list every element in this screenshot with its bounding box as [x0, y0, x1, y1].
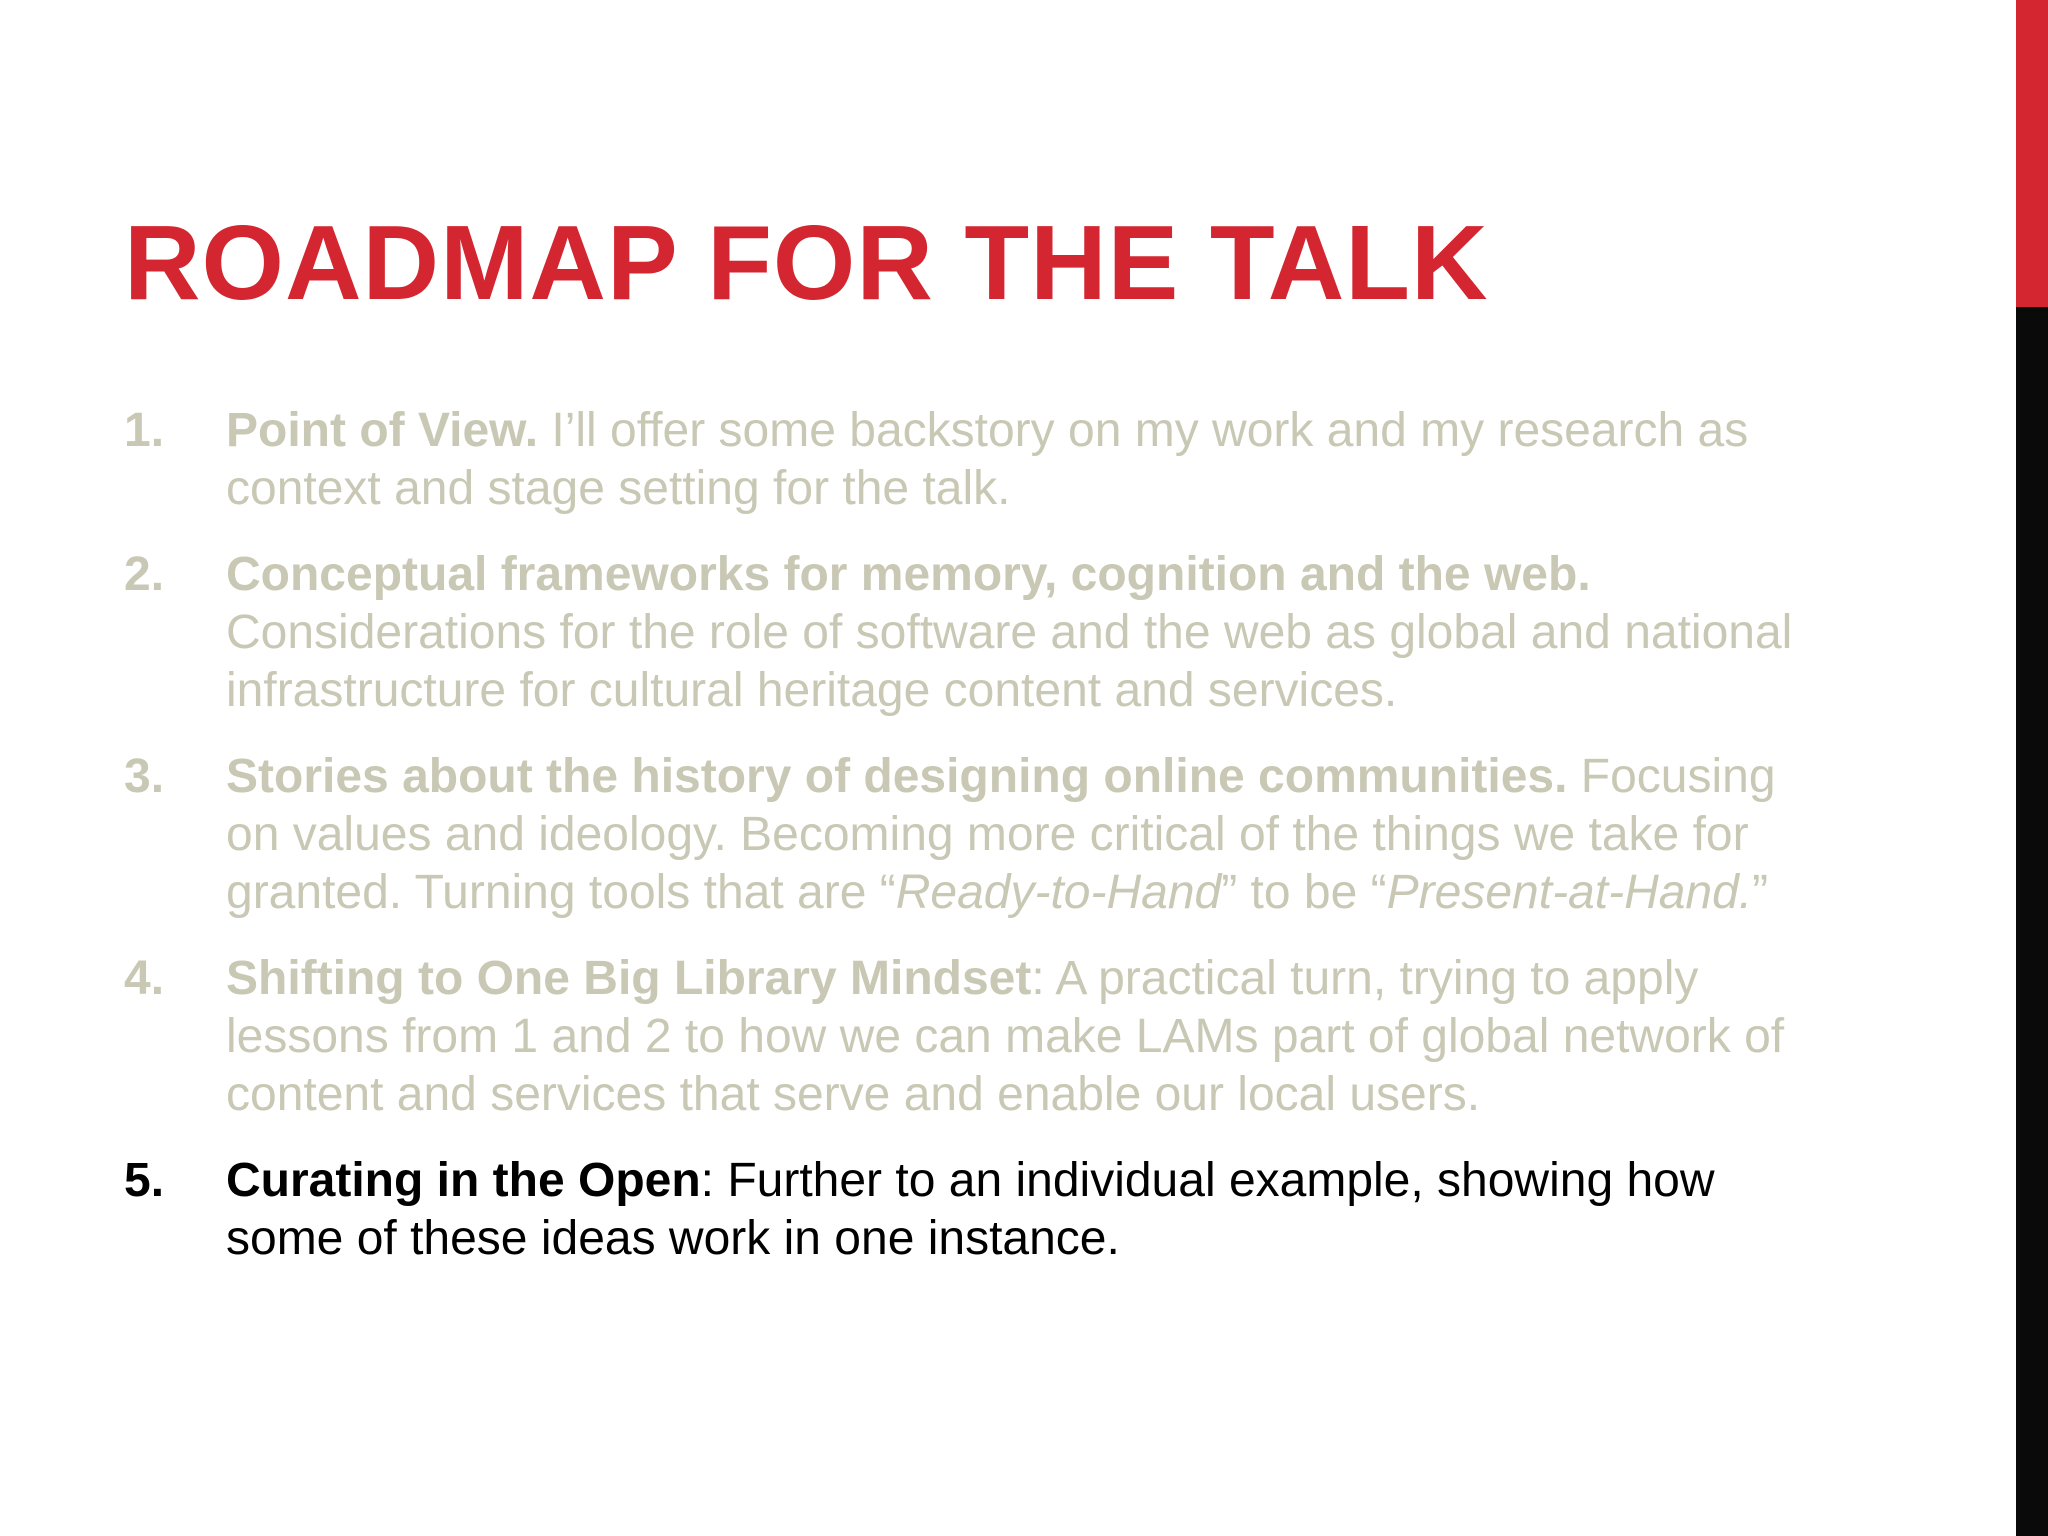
agenda-item-text-part: Ready-to-Hand: [895, 866, 1222, 919]
agenda-item-text-part: ” to be “: [1221, 866, 1387, 919]
agenda-item-text-part: : Further to an individual example, showing how some of these ideas work in one instance.: [226, 1154, 1715, 1265]
agenda-item-5: [124, 1152, 1804, 1268]
agenda-item-1: [124, 402, 1804, 518]
agenda-item-number: 2.: [124, 548, 165, 601]
agenda-item-text-part: Considerations for the role of software and the web as global and national infrastructure for cultural heritage content and services.: [226, 606, 1793, 717]
agenda-item-number: 1.: [124, 404, 165, 457]
agenda-item-number: 5.: [124, 1154, 165, 1207]
agenda-item-heading: Shifting to One Big Library Mindset: [226, 952, 1032, 1005]
agenda-item-text-part: Focusing on values and ideology. Becoming more critical of the things we take for granted. Turning tools that are “: [226, 750, 1776, 919]
agenda-item-heading: Point of View.: [226, 404, 539, 457]
agenda-item-body: [226, 748, 1804, 922]
agenda-item-body: [226, 546, 1804, 720]
agenda-item-4: [124, 950, 1804, 1124]
accent-bar-red: [2016, 0, 2048, 307]
agenda-item-body: [226, 950, 1804, 1124]
agenda-item-number: 4.: [124, 952, 165, 1005]
agenda-item-body: [226, 402, 1804, 518]
agenda-item-2: [124, 546, 1804, 720]
agenda-item-heading: Conceptual frameworks for memory, cognition and the web.: [226, 548, 1591, 601]
agenda-item-body: [226, 1152, 1804, 1268]
agenda-list: [124, 402, 1804, 1296]
accent-bar-dark: [2016, 307, 2048, 1536]
agenda-item-text-part: Present-at-Hand.: [1386, 866, 1753, 919]
agenda-item-heading: Stories about the history of designing online communities.: [226, 750, 1568, 803]
agenda-item-number: 3.: [124, 750, 165, 803]
agenda-item-heading: Curating in the Open: [226, 1154, 701, 1207]
agenda-item-text-part: : A practical turn, trying to apply lessons from 1 and 2 to how we can make LAMs part of global network of content and services that serve and enable our local users.: [226, 952, 1785, 1121]
slide-title: ROADMAP FOR THE TALK: [124, 204, 1489, 322]
agenda-item-3: [124, 748, 1804, 922]
agenda-item-text: [226, 606, 1792, 717]
agenda-item-text-part: ”: [1752, 866, 1769, 919]
agenda-item-text-part: I’ll offer some backstory on my work and my research as context and stage setting for the talk.: [226, 404, 1749, 515]
